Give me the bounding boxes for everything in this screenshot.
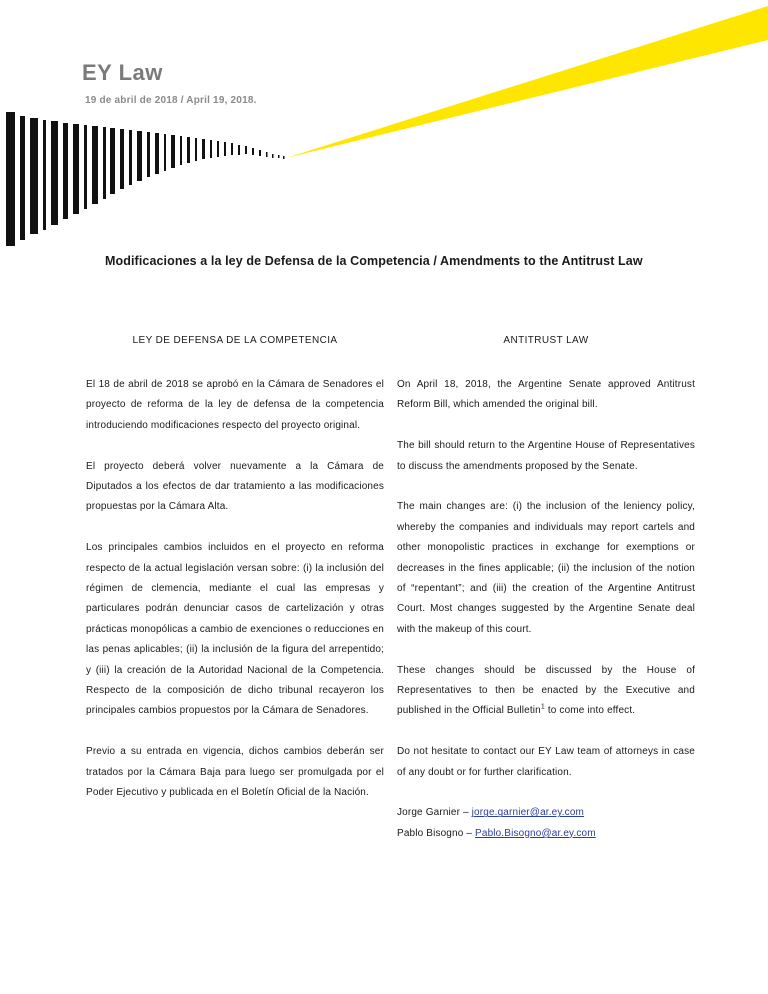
spanish-paragraph-2: El proyecto deberá volver nuevamente a la Cámara de Diputados a los efectos de dar tratamiento a las modificaciones propuestas por la Cámara Alta. [86,460,384,513]
english-paragraph-1: On April 18, 2018, the Argentine Senate approved Antitrust Reform Bill, which amended the original bill. [397,379,695,411]
document-title: Modificaciones a la ley de Defensa de la Competencia / Amendments to the Antitrust Law [105,254,643,268]
english-paragraph-2: The bill should return to the Argentine House of Representatives to discuss the amendments proposed by the Senate. [397,440,695,472]
contact-line [397,824,695,844]
spanish-paragraph-4: Previo a su entrada en vigencia, dichos cambios deberán ser tratados por la Cámara Baja para luego ser promulgada por el Poder Ejecutivo y publicada en el Boletín Oficial de la Nación. [86,746,384,799]
contact-email-link[interactable]: jorge.garnier@ar.ey.com [471,807,585,819]
contact-name: Pablo Bisogno [397,827,464,839]
spanish-column [86,375,384,824]
contact-separator: – [463,827,476,839]
spanish-paragraph-3: Los principales cambios incluidos en el proyecto en reforma respecto de la actual legislación versan sobre: (i) la inclusión del régimen de clemencia, mediante el cual las empresas y particulares podrán denunciar casos de cartelización y otras prácticas monopólicas a cambio de exenciones o reducciones en las penas aplicables; (ii) la inclusión de la figura del arrepentido; y (iii) la creación de la Autoridad Nacional de la Competencia. Respecto de la composición de dicho tribunal recayeron los principales cambios propuestos por la Cámara de Senadores. [86,542,384,717]
publication-date: 19 de abril de 2018 / April 19, 2018. [85,95,257,106]
ey-beam-graphic [0,0,768,250]
english-paragraph-4-start: These changes should be discussed by the House of Representatives to then be enacted by the Executive and published in the Official Bulletin [397,664,695,717]
right-column-heading: ANTITRUST LAW [503,335,589,346]
footnote-marker: 1 [540,704,545,712]
contact-line [397,803,695,823]
brand-name: EY Law [82,60,163,85]
english-paragraph-4 [397,661,695,722]
contact-name: Jorge Garnier [397,807,461,819]
spanish-paragraph-1: El 18 de abril de 2018 se aprobó en la Cámara de Senadores el proyecto de reforma de la ley de defensa de la competencia introduciendo modificaciones respecto del proyecto original. [86,379,384,431]
left-column-heading: LEY DE DEFENSA DE LA COMPETENCIA [132,335,338,346]
english-paragraph-4-end: to come into effect. [544,705,636,717]
yellow-beam [286,6,768,158]
contact-email-link[interactable]: Pablo.Bisogno@ar.ey.com [475,827,596,839]
english-paragraph-5: Do not hesitate to contact our EY Law team of attorneys in case of any doubt or for further clarification. [397,746,695,778]
contact-separator: – [460,807,472,819]
english-paragraph-3: The main changes are: (i) the inclusion of the leniency policy, whereby the companies and individuals may report cartels and other monopolistic practices in exchange for exemptions or decreases in the fines applicable; (ii) the inclusion of the notion of “repentant”; and (iii) the creation of the Argentine Antitrust Court. Most changes suggested by the Argentine Senate deal with the makeup of this court. [397,501,695,635]
english-column [397,375,695,844]
barcode-bars [6,112,285,246]
